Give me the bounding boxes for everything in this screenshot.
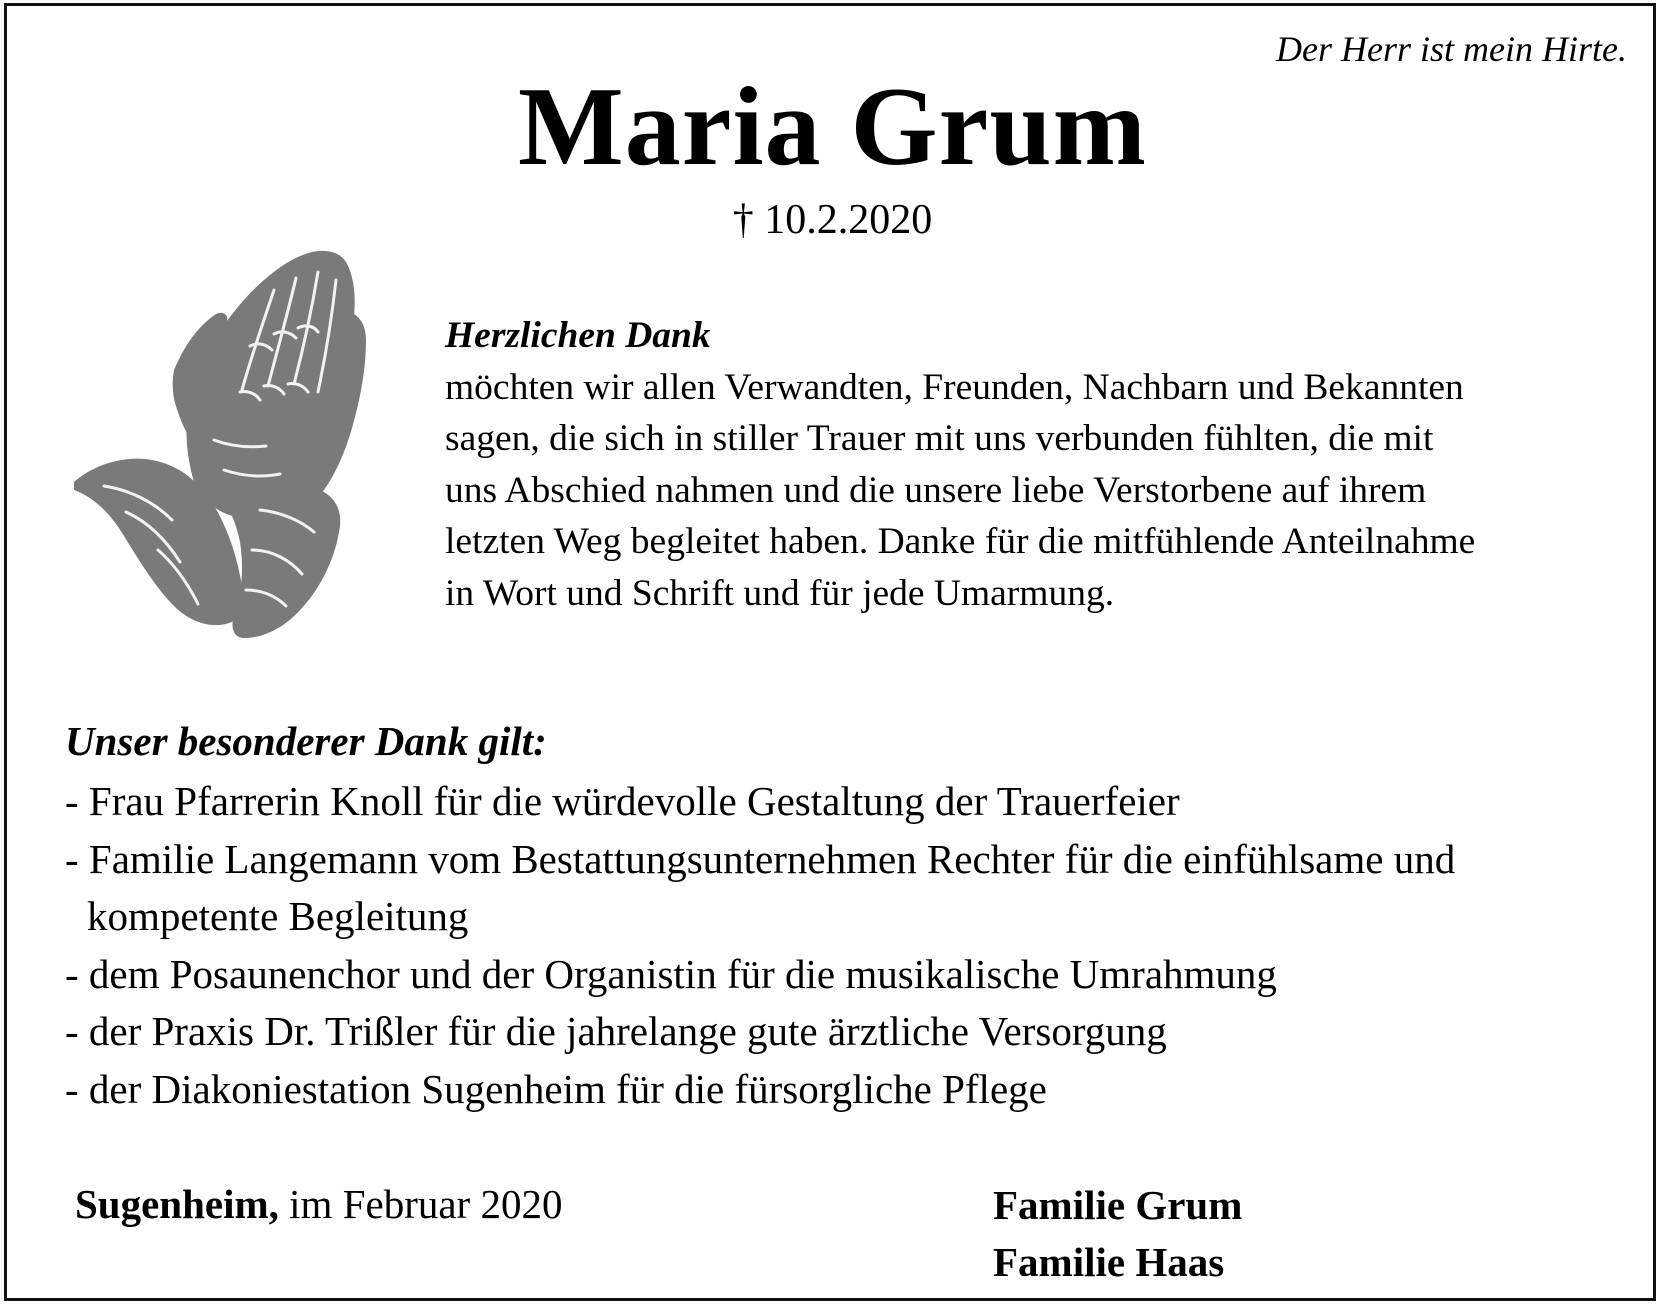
deceased-name: Maria Grum [518,65,1147,189]
signers [993,1177,1242,1291]
thanks-line: sagen, die sich in stiller Trauer mit uns verbunden fühlten, die mit [445,418,1434,459]
death-date-line [0,195,1665,245]
list-item: - der Praxis Dr. Trißler für die jahrelange gute ärztliche Versorgung [65,1008,1167,1054]
thanks-heading: Herzlichen Dank [445,315,711,356]
thanks-line: in Wort und Schrift und für jede Umarmung. [445,572,1115,614]
list-item: - dem Posaunenchor und der Organistin für die musikalische Umrahmung [65,950,1277,997]
place: Sugenheim, [75,1181,279,1227]
list-item: - der Diakoniestation Sugenheim für die fürsorgliche Pflege [65,1065,1047,1112]
thanks-paragraph [445,310,1625,619]
date-text: im Februar 2020 [289,1181,563,1227]
thanks-line: letzten Weg begleitet haben. Danke für die mitfühlende Anteilnahme [445,521,1476,562]
list-item: - Frau Pfarrerin Knoll für die würdevolle Gestaltung der Trauerfeier [65,778,1180,824]
thanks-line: möchten wir allen Verwandten, Freunden, Nachbarn und Bekannten [445,366,1464,408]
list-item: - Familie Langemann vom Bestattungsunternehmen Rechter für die einfühlsame und kompetente Begleitung [65,835,1456,939]
dagger-symbol: † [732,197,754,243]
special-thanks-list [65,773,1625,1118]
special-thanks-heading: Unser besonderer Dank gilt: [65,718,547,764]
motto: Der Herr ist mein Hirte. [1276,29,1627,69]
signer-name: Familie Grum [993,1182,1243,1228]
signer-name: Familie Haas [993,1239,1225,1285]
death-date: 10.2.2020 [764,197,933,243]
thanks-line: uns Abschied nahmen und die unsere liebe Verstorbene auf ihrem [445,469,1427,511]
place-date-line [75,1176,562,1232]
praying-hands-icon [74,250,394,640]
